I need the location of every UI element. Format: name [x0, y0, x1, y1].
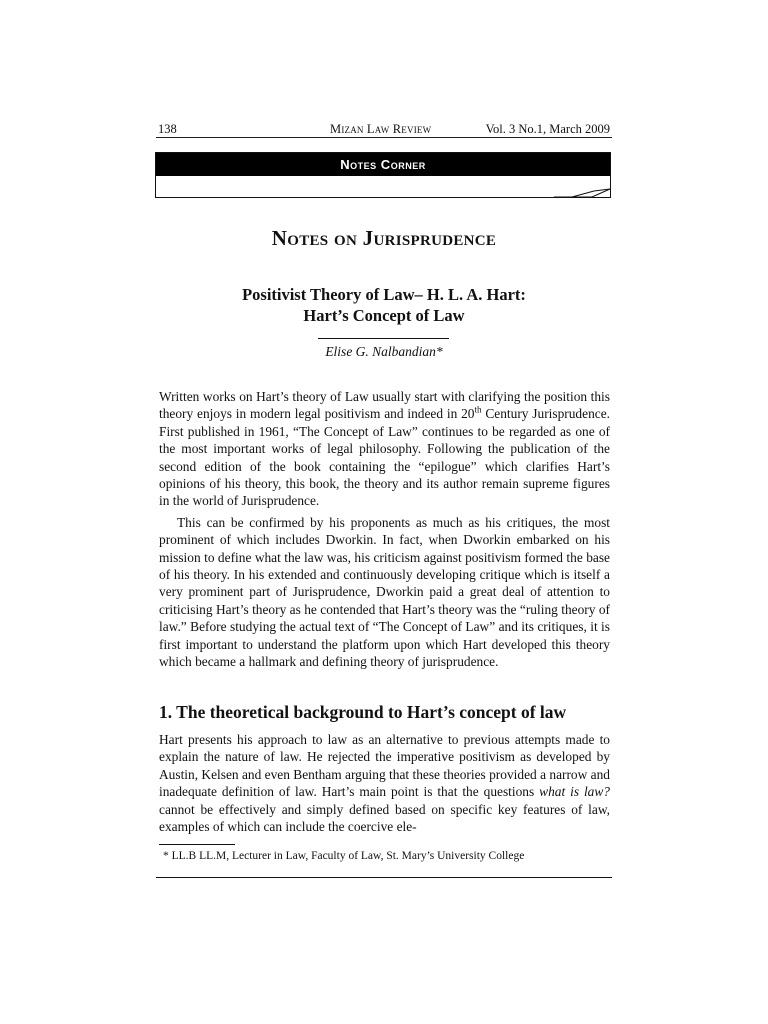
running-header: [156, 122, 612, 138]
section-heading: 1. The theoretical background to Hart’s concept of law: [159, 702, 567, 722]
paragraph-1-text-a: Written works on Hart’s theory of Law usually start with clarifying the position this theory enjoys in modern legal positivism and indeed in 20: [159, 389, 610, 422]
article-subtitle: [156, 284, 612, 326]
author-rule: [318, 338, 449, 339]
article-title: Notes on Jurisprudence: [271, 226, 497, 250]
subtitle-line-1: Positivist Theory of Law– H. L. A. Hart:: [242, 285, 526, 304]
section-body: [159, 731, 610, 835]
banner-bar: [156, 153, 610, 176]
footnote: * LL.B LL.M, Lecturer in Law, Faculty of Law, St. Mary’s University College: [163, 850, 525, 862]
footnote-rule: [159, 844, 235, 845]
paragraph-2: This can be confirmed by his proponents as much as his critiques, the most prominent of which includes Dworkin. In fact, when Dworkin embarked on his mission to define what the law was, his criticism against positivism formed the base of his theory. In his extended and continuously developing critique which is itself a very prominent part of Jurisprudence, Dworkin paid a great deal of attention to criticising Hart’s theory as he contended that Hart’s theory was the “ruling theory of law.” Before studying the actual text of “The Concept of Law” and its critiques, it is first important to understand the platform upon which Hart developed this theory which became a hallmark and defining theory of jurisprudence.: [159, 514, 610, 670]
volume-info: Vol. 3 No.1, March 2009: [485, 122, 610, 136]
page-number: 138: [158, 122, 177, 136]
header-rule: [156, 137, 612, 138]
article-body: [159, 388, 610, 671]
paragraph-3-text-a: Hart presents his approach to law as an alternative to previous attempts made to explain the nature of law. He rejected the imperative positivism as developed by Austin, Kelsen and even Bentham arguing that these theories provided a narrow and inadequate definition of law. Hart’s main point is that the questions: [159, 732, 610, 800]
ordinal-superscript: th: [474, 404, 482, 415]
paragraph-1-text-b: Century Jurisprudence. First published in 1961, “The Concept of Law” continues to be regarded as one of the most important works of legal philosophy. Following the publication of the second edition of the book containing the “epilogue” which clarifies Hart’s opinions of his theory, this book, the theory and its author remain supreme figures in the world of Jurisprudence.: [159, 406, 611, 509]
page-curl-icon: [552, 187, 612, 199]
section-banner: [155, 152, 611, 198]
paragraph-3-text-b: cannot be effectively and simply defined based on specific key features of law, examples of which can include the coercive ele-: [159, 801, 610, 835]
journal-name: Mizan Law Review: [330, 122, 432, 136]
bottom-rule: [156, 877, 612, 878]
subtitle-line-2: Hart’s Concept of Law: [303, 306, 465, 325]
paragraph-3-italic: what is law?: [539, 784, 610, 800]
author-name: Elise G. Nalbandian*: [325, 344, 443, 359]
banner-label: Notes Corner: [340, 157, 426, 172]
paragraph-1: [159, 388, 610, 510]
paragraph-3: [159, 731, 610, 835]
